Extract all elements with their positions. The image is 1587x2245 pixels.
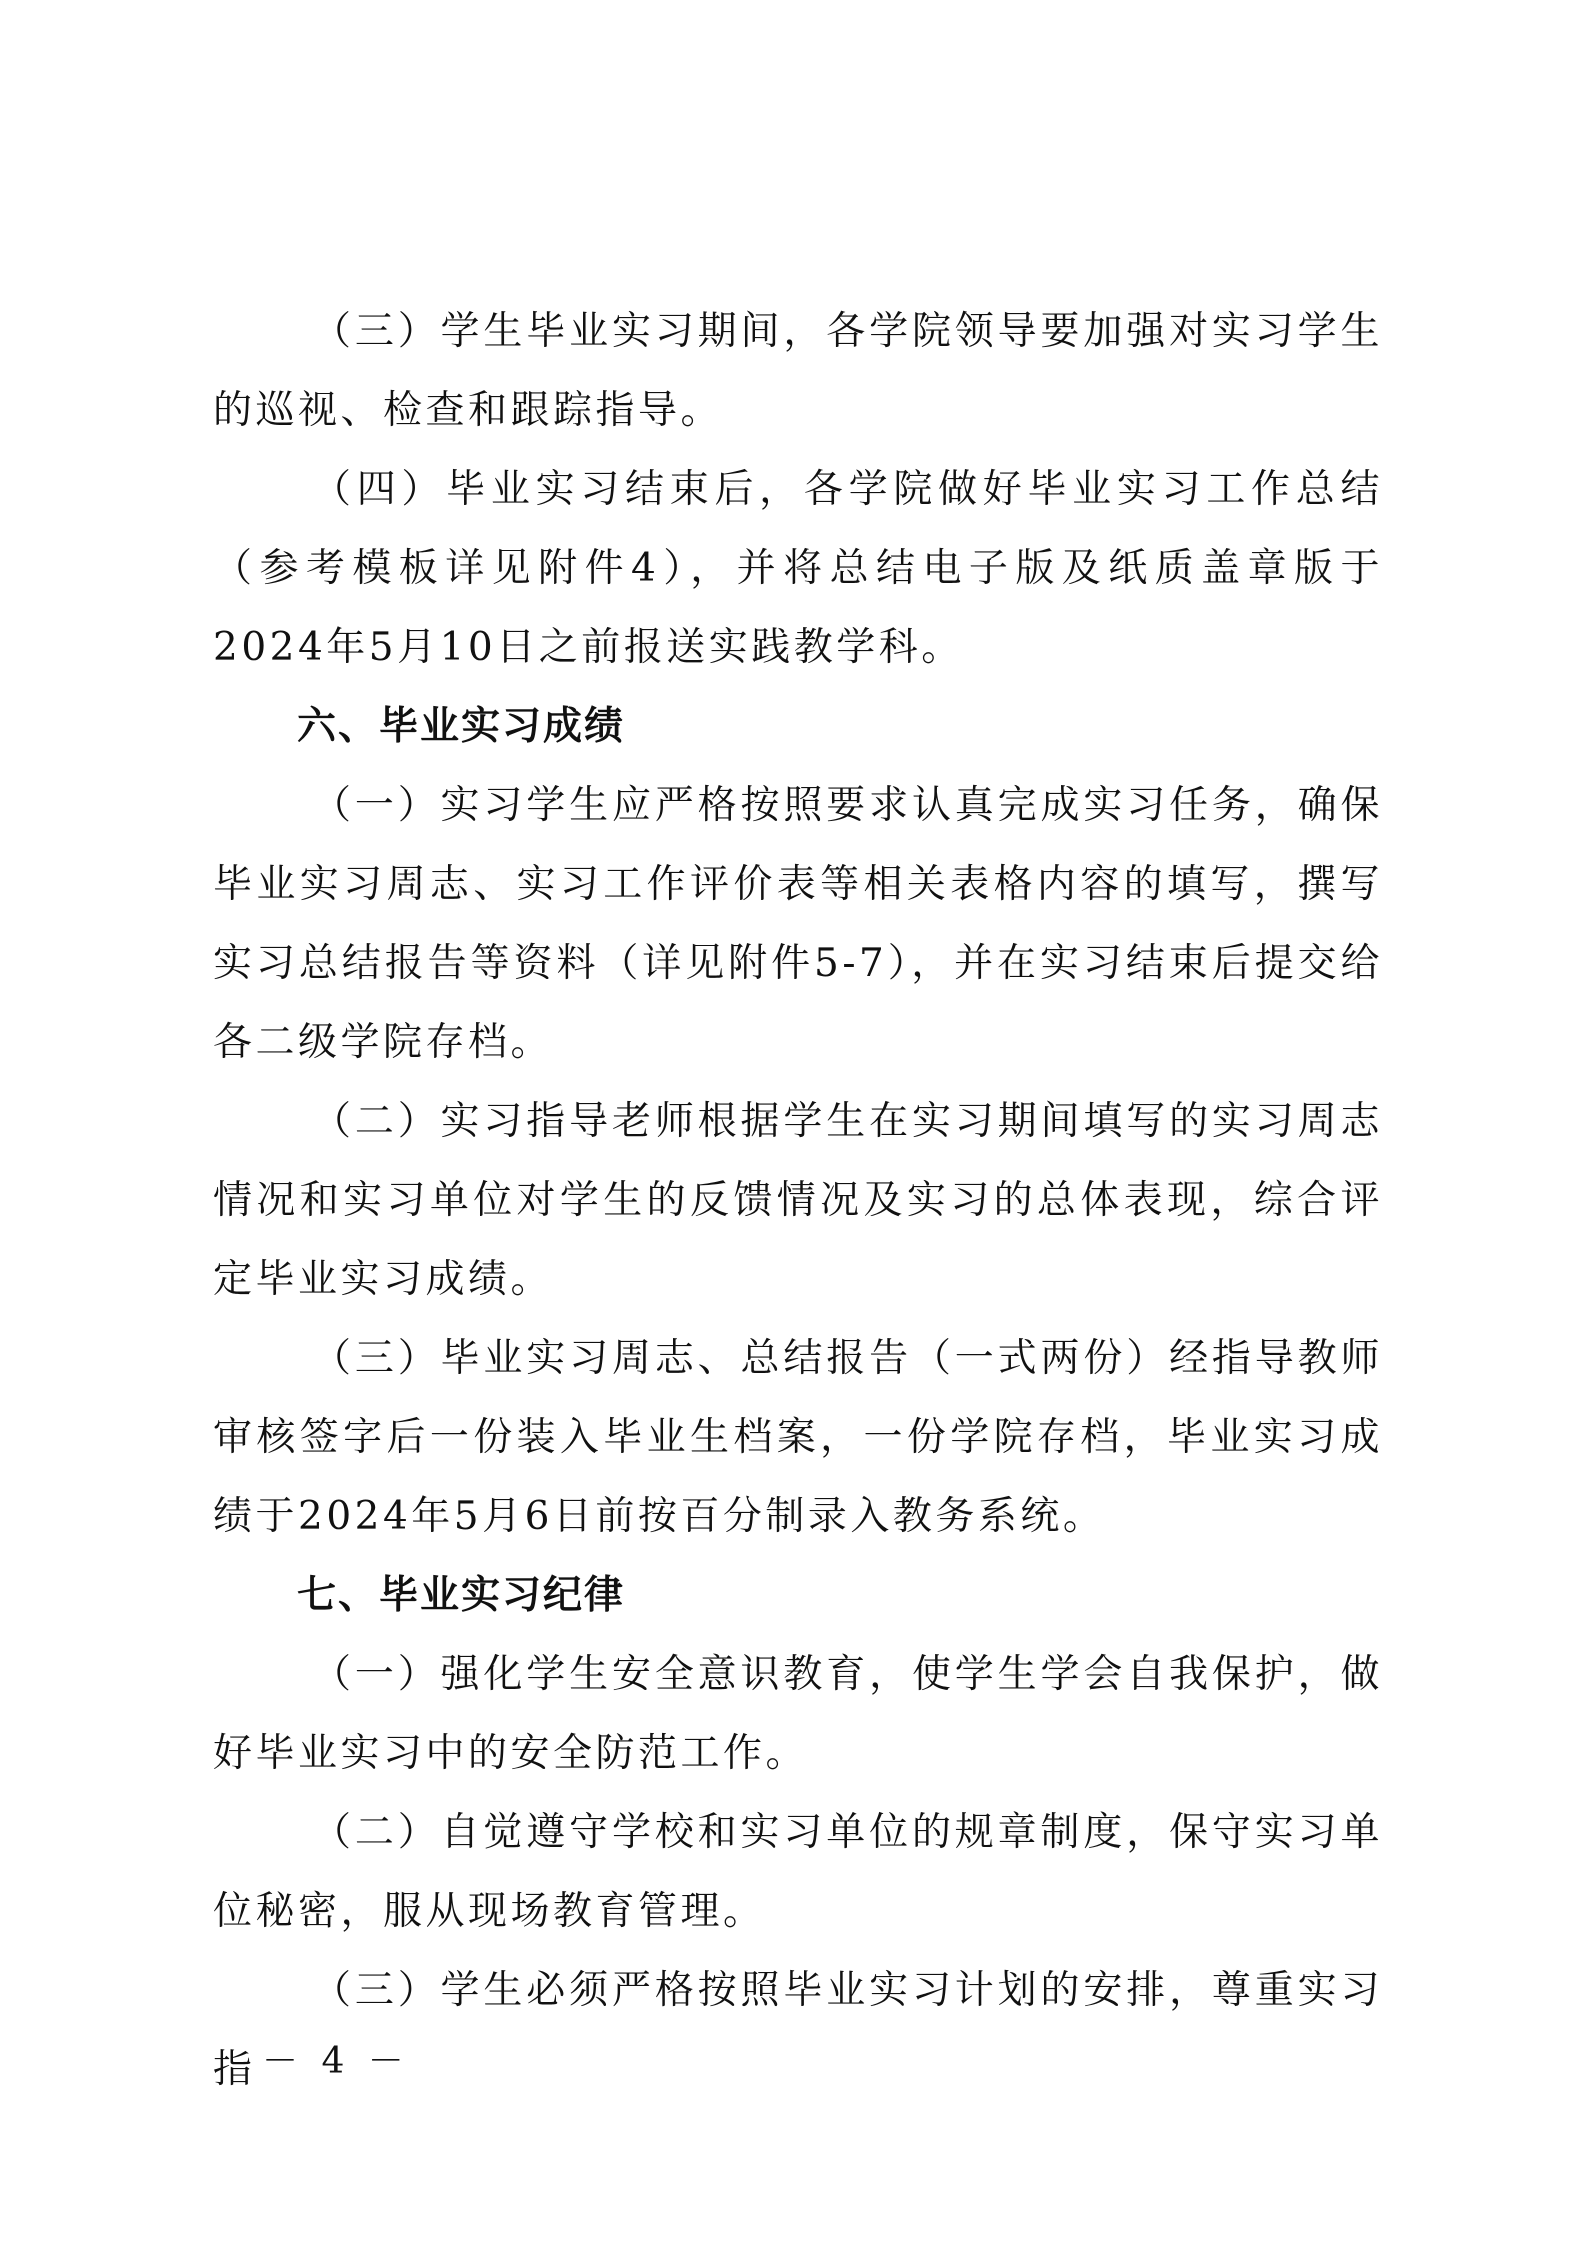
paragraph-7-2: （二）自觉遵守学校和实习单位的规章制度，保守实习单位秘密，服从现场教育管理。 [213,1810,1383,1934]
section-heading-6: 六、毕业实习成绩 [297,704,626,749]
paragraph-6-3: （三）毕业实习周志、总结报告（一式两份）经指导教师审核签字后一份装入毕业生档案，一份学院存档，毕业实习成绩于2024年5月6日前按百分制录入教务系统。 [213,1336,1383,1539]
section-heading-7: 七、毕业实习纪律 [297,1573,626,1618]
paragraph-7-3: （三）学生必须严格按照毕业实习计划的安排，尊重实习指 [213,1968,1383,2092]
page-number: － 4 － [262,2041,410,2082]
document-body [213,292,1383,2109]
paragraph-6-1: （一）实习学生应严格按照要求认真完成实习任务，确保毕业实习周志、实习工作评价表等相关表格内容的填写，撰写实习总结报告等资料（详见附件5-7），并在实习结束后提交给各二级学院存档。 [213,783,1383,1065]
paragraph-6-2: （二）实习指导老师根据学生在实习期间填写的实习周志情况和实习单位对学生的反馈情况及实习的总体表现，综合评定毕业实习成绩。 [213,1099,1383,1302]
paragraph-7-1: （一）强化学生安全意识教育，使学生学会自我保护，做好毕业实习中的安全防范工作。 [213,1652,1383,1776]
paragraph-3-inspection: （三）学生毕业实习期间，各学院领导要加强对实习学生的巡视、检查和跟踪指导。 [213,309,1383,433]
paragraph-4-summary: （四）毕业实习结束后，各学院做好毕业实习工作总结（参考模板详见附件4），并将总结电子版及纸质盖章版于2024年5月10日之前报送实践教学科。 [213,467,1383,670]
